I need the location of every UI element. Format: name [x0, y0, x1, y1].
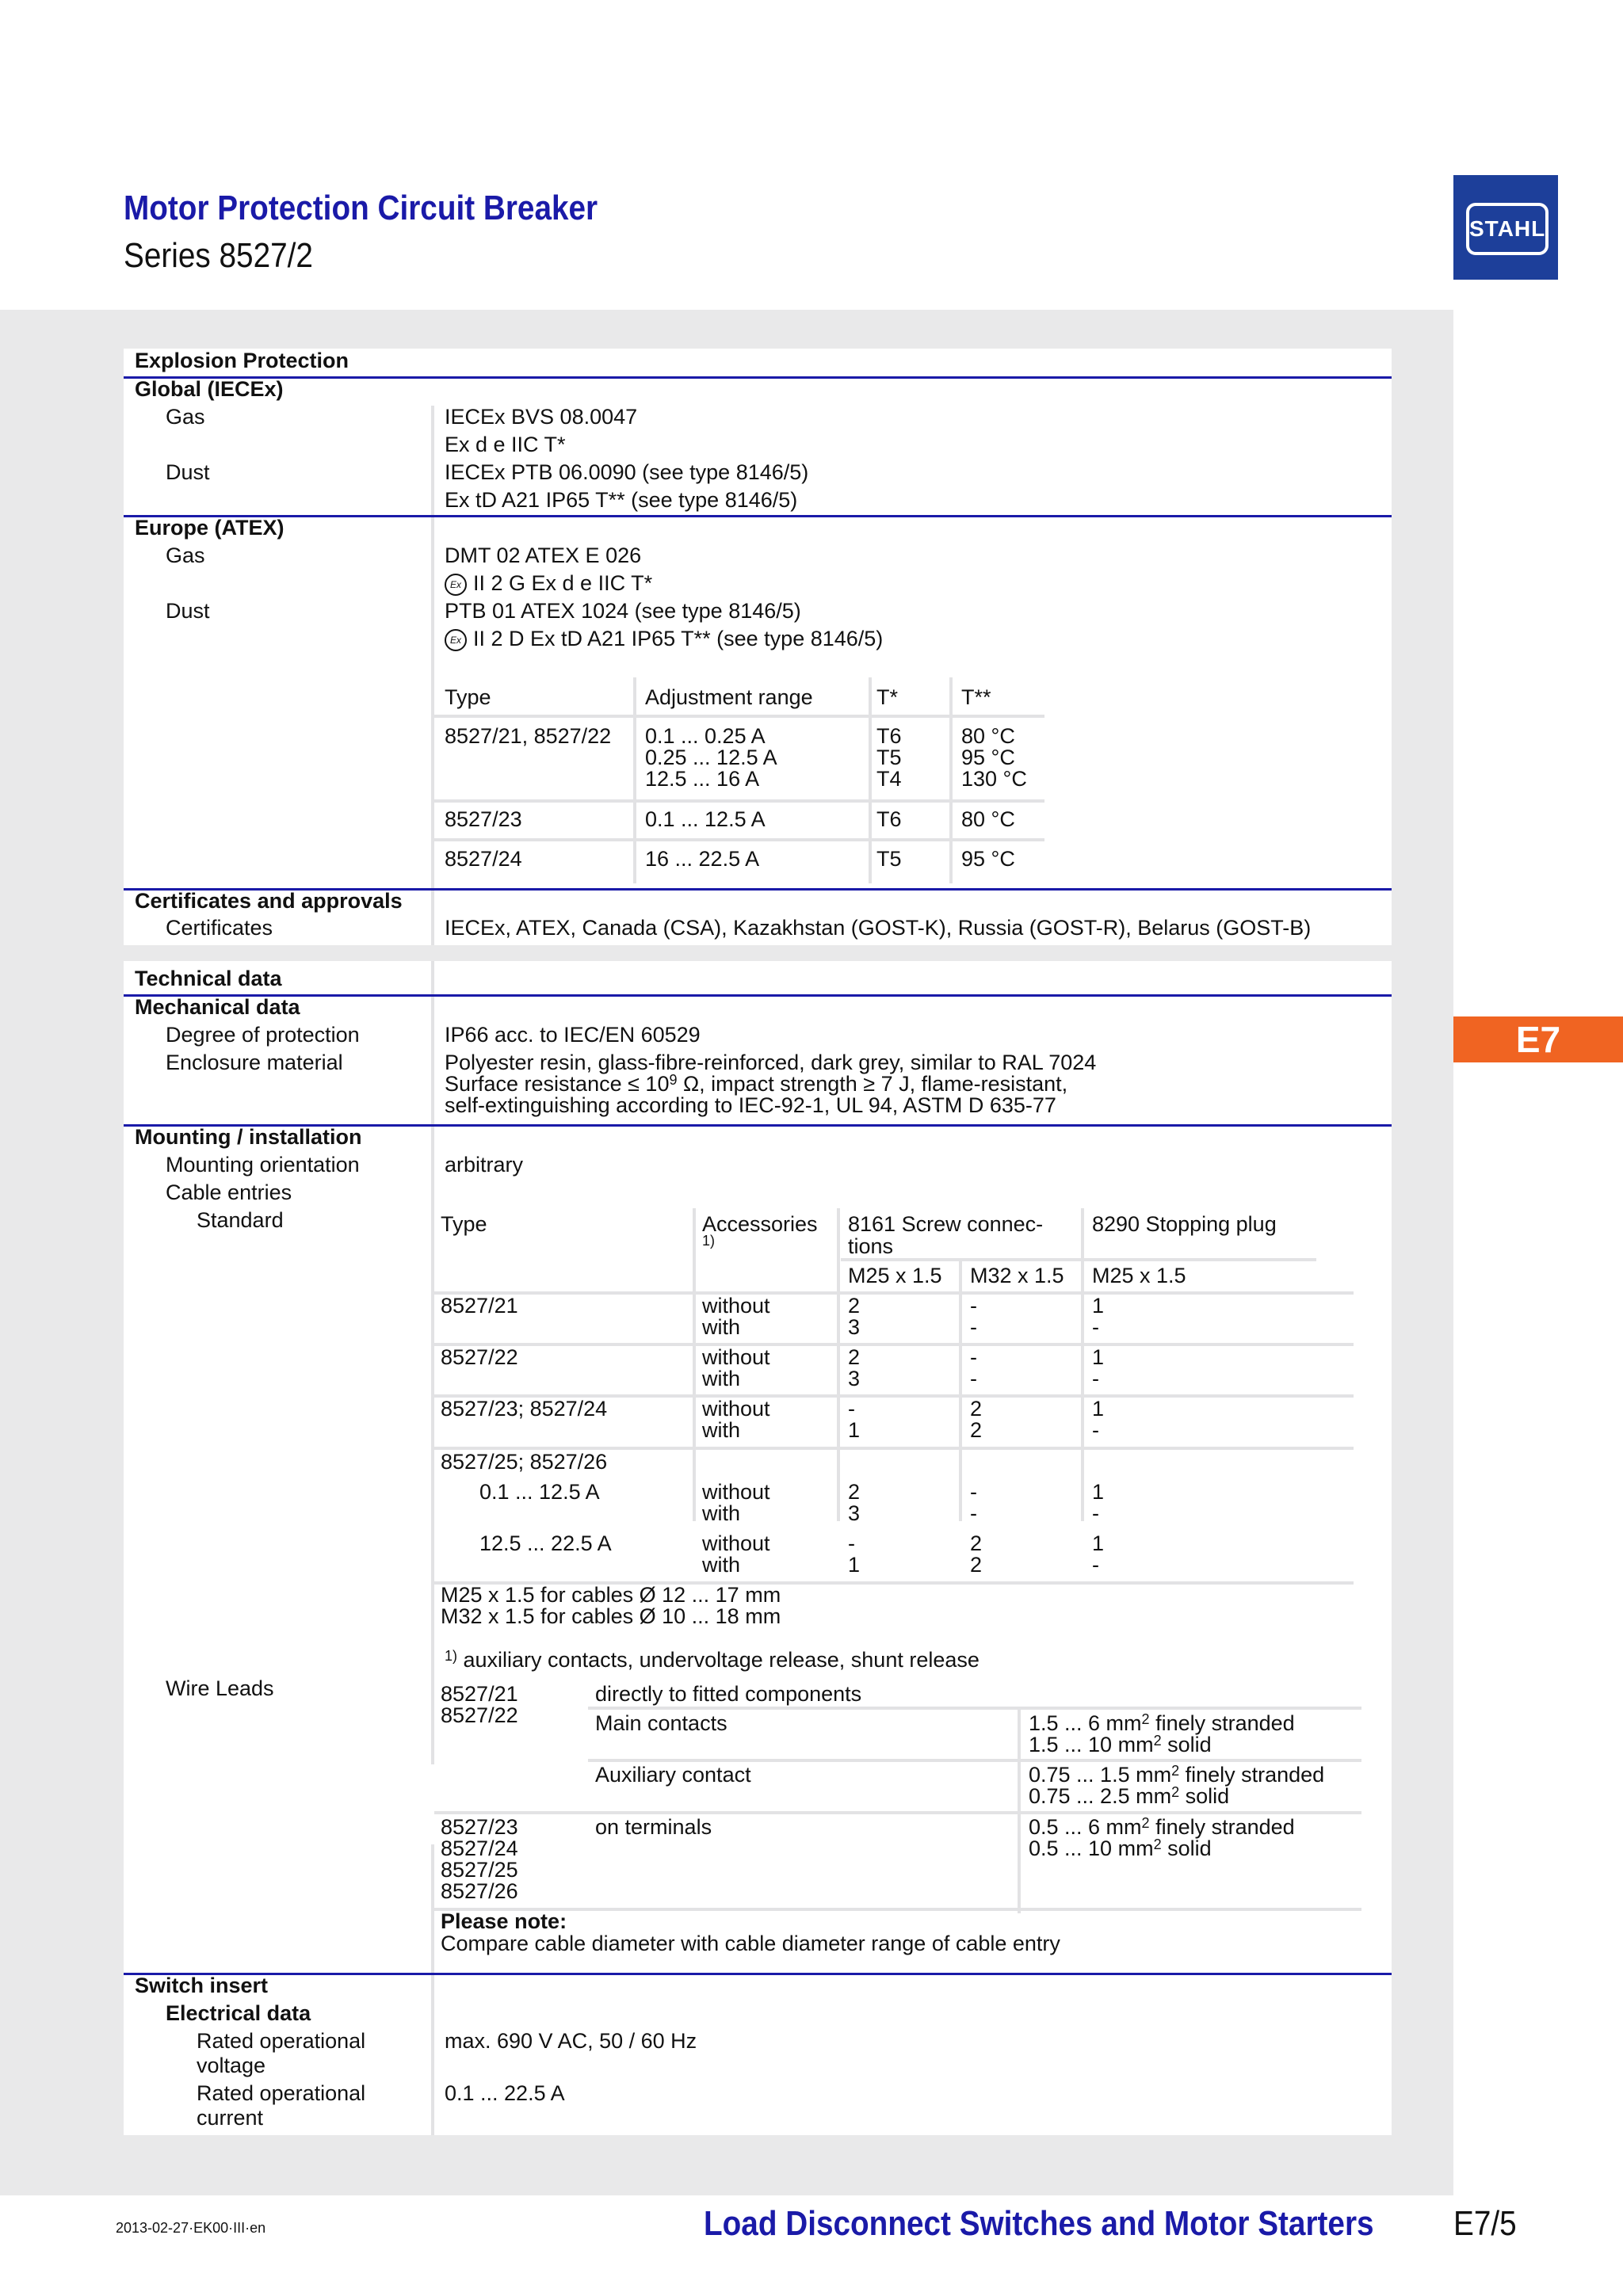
enclosure-line3: self-extinguishing according to IEC-92-1, UL 94, ASTM D 635-77	[445, 1093, 1056, 1117]
subheading-electrical: Electrical data	[166, 2001, 311, 2025]
voltage-value: max. 690 V AC, 50 / 60 Hz	[445, 2029, 697, 2053]
wire-type: 8527/21	[441, 1682, 518, 1706]
cable-row-m25: 2	[848, 1480, 861, 1504]
cable-row-m25: 1	[848, 1418, 861, 1442]
wire-aux-label: Auxiliary contact	[595, 1763, 751, 1787]
cable-row-acc: without	[702, 1345, 770, 1369]
subheading-mechanical: Mechanical data	[135, 995, 300, 1019]
column-divider	[431, 406, 434, 1764]
cable-note: M32 x 1.5 for cables Ø 10 ... 18 mm	[441, 1604, 781, 1628]
cable-row-acc: with	[702, 1553, 741, 1577]
cable-header-screw: 8161 Screw connec-	[848, 1212, 1044, 1236]
label-gas: Gas	[166, 405, 205, 429]
cable-row-type: 8527/23; 8527/24	[441, 1397, 608, 1421]
page-number: E7/5	[1453, 2204, 1517, 2243]
europe-dust-line2: Ex II 2 D Ex tD A21 IP65 T** (see type 8146/5)	[445, 627, 883, 651]
cable-row-plug: 1	[1092, 1531, 1105, 1555]
wire-type: 8527/23	[441, 1815, 518, 1839]
cable-header-type: Type	[441, 1212, 487, 1236]
wire-terminals-label: on terminals	[595, 1815, 712, 1839]
subheading-mounting: Mounting / installation	[135, 1125, 362, 1149]
temp-row-t2: 95 °C	[961, 847, 1015, 871]
divider	[124, 376, 1392, 379]
cable-row-plug: -	[1092, 1501, 1099, 1525]
section-heading-technical: Technical data	[135, 967, 282, 990]
cable-row-plug: 1	[1092, 1294, 1105, 1318]
cable-row-m32: -	[970, 1315, 977, 1339]
cable-row-m32: -	[970, 1345, 977, 1369]
label-dust: Dust	[166, 460, 210, 484]
section-heading-explosion: Explosion Protection	[135, 349, 349, 372]
temp-row-t2: 80 °C	[961, 724, 1015, 748]
temp-header-t2: T**	[961, 685, 991, 709]
divider	[124, 994, 1392, 997]
cable-row-m32: -	[970, 1367, 977, 1390]
wire-aux-value: 0.75 ... 1.5 $mm^2$ finely stranded	[1029, 1763, 1325, 1787]
note-heading: Please note:	[441, 1909, 567, 1933]
cable-row-m32: 2	[970, 1397, 983, 1421]
temp-row-t1: T6	[876, 807, 902, 831]
current-value: 0.1 ... 22.5 A	[445, 2081, 565, 2105]
europe-gas-line1: DMT 02 ATEX E 026	[445, 543, 642, 567]
label-current: Rated operational	[197, 2081, 366, 2105]
column-divider	[431, 1844, 434, 2135]
enclosure-line1: Polyester resin, glass-fibre-reinforced, dark grey, similar to RAL 7024	[445, 1051, 1097, 1074]
section-tab: E7	[1453, 1016, 1623, 1062]
global-dust-line2: Ex tD A21 IP65 T** (see type 8146/5)	[445, 488, 798, 512]
wire-type: 8527/25	[441, 1858, 518, 1882]
global-gas-line1: IECEx BVS 08.0047	[445, 405, 638, 429]
wire-main-value: 1.5 ... 10 $mm^2$ solid	[1029, 1733, 1212, 1756]
temp-header-t1: T*	[876, 685, 898, 709]
temp-row-range: 0.1 ... 0.25 A	[645, 724, 766, 748]
label-certificates: Certificates	[166, 916, 273, 940]
cable-row-m25: 3	[848, 1315, 861, 1339]
temp-row-type: 8527/24	[445, 847, 522, 871]
temp-row-range: 12.5 ... 16 A	[645, 767, 760, 791]
cable-row-plug: -	[1092, 1418, 1099, 1442]
cable-row-acc: with	[702, 1418, 741, 1442]
stahl-logo	[1453, 175, 1558, 280]
cable-row-plug: -	[1092, 1367, 1099, 1390]
cable-row-m32: -	[970, 1294, 977, 1318]
certificates-value: IECEx, ATEX, Canada (CSA), Kazakhstan (GOST-K), Russia (GOST-R), Belarus (GOST-B)	[445, 916, 1312, 940]
label-gas: Gas	[166, 543, 205, 567]
cable-row-m32: 2	[970, 1418, 983, 1442]
wire-type: 8527/22	[441, 1703, 518, 1727]
label-cable-entries: Cable entries	[166, 1180, 292, 1204]
ex-mark-icon: Ex	[445, 574, 467, 596]
cable-header-acc-sup: 1)	[702, 1233, 716, 1249]
cable-row-m25: 2	[848, 1345, 861, 1369]
temp-header-type: Type	[445, 685, 491, 709]
temp-row-t1: T4	[876, 767, 902, 791]
europe-dust-line1: PTB 01 ATEX 1024 (see type 8146/5)	[445, 599, 801, 623]
temp-row-type: 8527/21, 8527/22	[445, 724, 612, 748]
label-orientation: Mounting orientation	[166, 1153, 360, 1177]
cable-footnote: $^{1)}$ auxiliary contacts, undervoltage release, shunt release	[445, 1648, 980, 1672]
temp-row-t1: T6	[876, 724, 902, 748]
subheading-global: Global (IECEx)	[135, 377, 284, 401]
cable-row-plug: 1	[1092, 1480, 1105, 1504]
cable-sub-m25b: M25 x 1.5	[1092, 1264, 1186, 1287]
wire-aux-value: 0.75 ... 2.5 $mm^2$ solid	[1029, 1784, 1230, 1808]
label-current: current	[197, 2106, 264, 2130]
temp-row-t2: 80 °C	[961, 807, 1015, 831]
cable-sub-m32: M32 x 1.5	[970, 1264, 1064, 1287]
content-area	[124, 349, 1392, 2135]
divider	[124, 515, 1392, 517]
temp-row-type: 8527/23	[445, 807, 522, 831]
cable-row-m25: -	[848, 1397, 855, 1421]
cable-row-m25: 3	[848, 1367, 861, 1390]
cable-row-acc: without	[702, 1531, 770, 1555]
temp-row-t2: 130 °C	[961, 767, 1027, 791]
cable-sub-m25: M25 x 1.5	[848, 1264, 942, 1287]
cable-group-type: 8527/25; 8527/26	[441, 1450, 608, 1474]
cable-group-range: 0.1 ... 12.5 A	[479, 1480, 600, 1504]
cable-row-plug: -	[1092, 1553, 1099, 1577]
cable-row-m32: 2	[970, 1553, 983, 1577]
label-voltage: Rated operational	[197, 2029, 366, 2053]
cable-header-screw: tions	[848, 1234, 894, 1258]
cable-header-plug: 8290 Stopping plug	[1092, 1212, 1277, 1236]
cable-row-m32: -	[970, 1480, 977, 1504]
wire-terminal-value: 0.5 ... 6 $mm^2$ finely stranded	[1029, 1815, 1295, 1839]
cable-note: M25 x 1.5 for cables Ø 12 ... 17 mm	[441, 1583, 781, 1607]
temp-row-t2: 95 °C	[961, 746, 1015, 769]
cable-row-plug: 1	[1092, 1397, 1105, 1421]
temp-row-t1: T5	[876, 847, 902, 871]
wire-terminal-value: 0.5 ... 10 $mm^2$ solid	[1029, 1836, 1212, 1860]
cable-row-acc: with	[702, 1501, 741, 1525]
ex-mark-icon: Ex	[445, 629, 467, 651]
footer-code: 2013-02-27·EK00·III·en	[116, 2220, 266, 2236]
label-enclosure: Enclosure material	[166, 1051, 343, 1074]
temp-row-t1: T5	[876, 746, 902, 769]
divider	[124, 1973, 1392, 1975]
enclosure-line2: Surface resistance ≤ $10^9$ Ω, impact strength ≥ 7 J, flame-resistant,	[445, 1072, 1068, 1096]
label-standard: Standard	[197, 1208, 284, 1232]
cable-row-acc: without	[702, 1480, 770, 1504]
cable-row-type: 8527/21	[441, 1294, 518, 1318]
wire-type: 8527/26	[441, 1879, 518, 1903]
wire-main-value: 1.5 ... 6 $mm^2$ finely stranded	[1029, 1711, 1295, 1735]
cable-row-acc: with	[702, 1367, 741, 1390]
cable-row-plug: 1	[1092, 1345, 1105, 1369]
temp-row-range: 0.25 ... 12.5 A	[645, 746, 777, 769]
temp-row-range: 0.1 ... 12.5 A	[645, 807, 766, 831]
cable-row-m25: 2	[848, 1294, 861, 1318]
subheading-europe: Europe (ATEX)	[135, 516, 285, 540]
global-dust-line1: IECEx PTB 06.0090 (see type 8146/5)	[445, 460, 809, 484]
subheading-switch-insert: Switch insert	[135, 1974, 269, 1997]
cable-row-m25: 3	[848, 1501, 861, 1525]
cable-row-plug: -	[1092, 1315, 1099, 1339]
protection-value: IP66 acc. to IEC/EN 60529	[445, 1023, 701, 1047]
label-wire-leads: Wire Leads	[166, 1676, 274, 1700]
cable-row-acc: without	[702, 1294, 770, 1318]
page-title: Motor Protection Circuit Breaker	[124, 189, 598, 227]
cable-header-acc: Accessories	[702, 1212, 818, 1236]
temp-header-range: Adjustment range	[645, 685, 813, 709]
temp-row-range: 16 ... 22.5 A	[645, 847, 760, 871]
europe-gas-line2: Ex II 2 G Ex d e IIC T*	[445, 571, 652, 596]
label-protection: Degree of protection	[166, 1023, 360, 1047]
subheading-certificates: Certificates and approvals	[135, 889, 403, 913]
cable-row-m25: 1	[848, 1553, 861, 1577]
footer-title: Load Disconnect Switches and Motor Starters	[704, 2204, 1374, 2243]
cable-row-m32: -	[970, 1501, 977, 1525]
cable-row-acc: without	[702, 1397, 770, 1421]
global-gas-line2: Ex d e IIC T*	[445, 433, 566, 456]
cable-row-m32: 2	[970, 1531, 983, 1555]
wire-type: 8527/24	[441, 1836, 518, 1860]
wire-group-header: directly to fitted components	[595, 1682, 862, 1706]
label-dust: Dust	[166, 599, 210, 623]
page-subtitle: Series 8527/2	[124, 236, 313, 275]
orientation-value: arbitrary	[445, 1153, 524, 1177]
cable-row-type: 8527/22	[441, 1345, 518, 1369]
wire-main-label: Main contacts	[595, 1711, 727, 1735]
cable-row-m25: -	[848, 1531, 855, 1555]
note-text: Compare cable diameter with cable diameter range of cable entry	[441, 1932, 1060, 1955]
cable-row-acc: with	[702, 1315, 741, 1339]
logo-text: STAHL	[1466, 203, 1549, 255]
cable-group-range: 12.5 ... 22.5 A	[479, 1531, 612, 1555]
label-voltage: voltage	[197, 2054, 266, 2077]
